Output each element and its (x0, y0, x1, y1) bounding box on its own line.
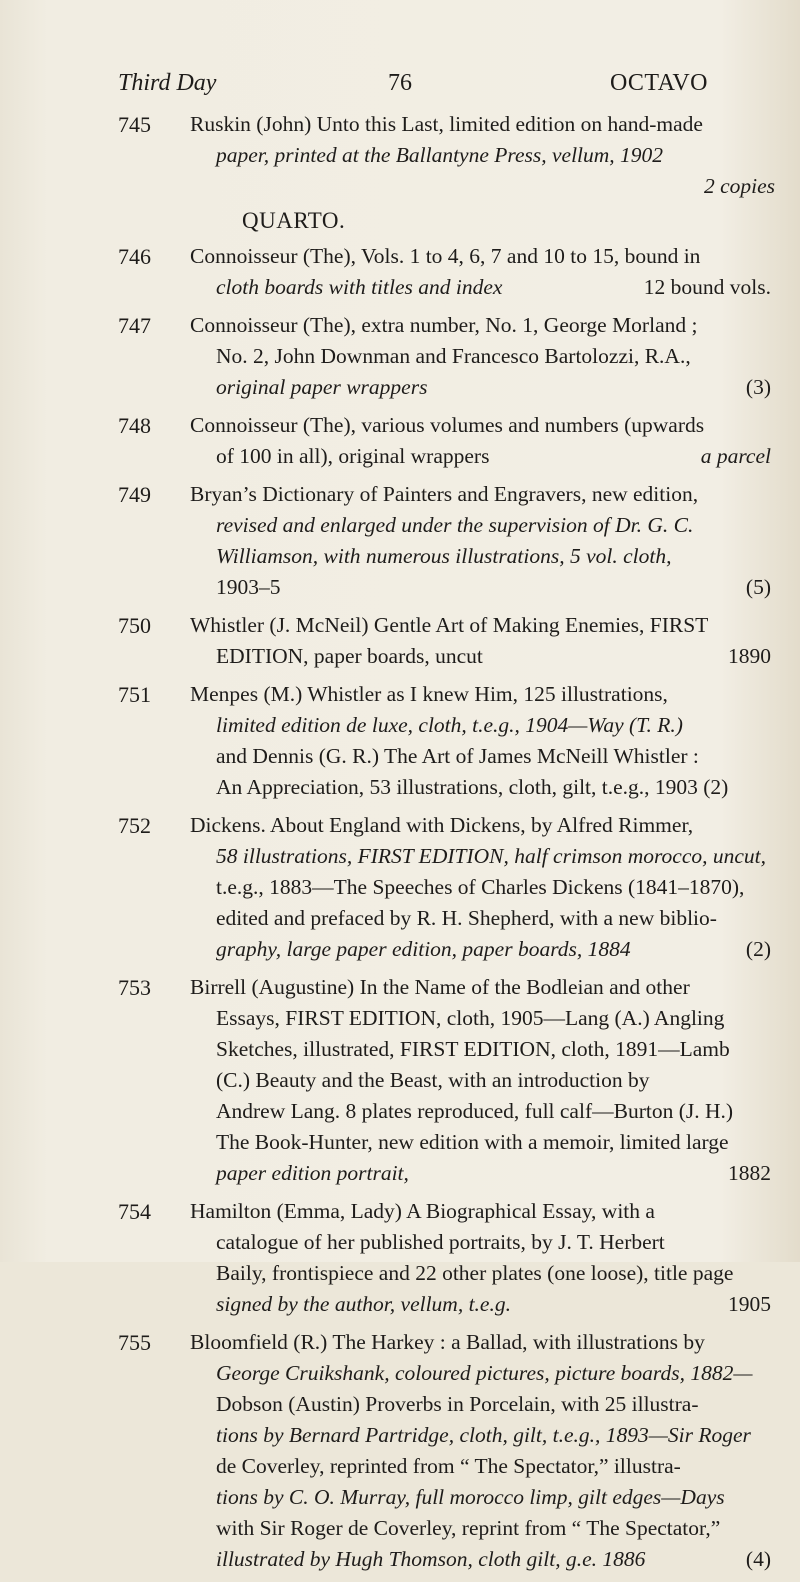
lot-line: Williamson, with numerous illustrations, 5 vol. cloth, (216, 544, 672, 568)
lot-quantity: a parcel (700, 444, 771, 468)
lot-entry (0, 109, 800, 202)
lot-description (190, 679, 775, 803)
lot-number: 745 (118, 112, 151, 137)
lot-list (0, 109, 800, 1582)
lot-line: and Dennis (G. R.) The Art of James McNeill Whistler : (216, 744, 699, 768)
lot-line: Sketches, illustrated, FIRST EDITION, cloth, 1891—Lamb (216, 1037, 730, 1061)
lot-line: tions by Bernard Partridge, cloth, gilt, t.e.g., 1893—Sir Roger (216, 1423, 751, 1447)
lot-line: Hamilton (Emma, Lady) A Biographical Essay, with a (190, 1199, 655, 1223)
lot-line: (C.) Beauty and the Beast, with an introduction by (216, 1068, 650, 1092)
lot-year: 1890 (728, 644, 771, 668)
lot-number: 747 (118, 313, 151, 338)
lot-line: Birrell (Augustine) In the Name of the Bodleian and other (190, 975, 690, 999)
lot-number: 754 (118, 1199, 151, 1224)
lot-line: edited and prefaced by R. H. Shepherd, with a new biblio- (216, 906, 717, 930)
lot-line: Ruskin (John) Unto this Last, limited edition on hand-made (190, 112, 703, 136)
lot-number: 749 (118, 482, 151, 507)
lot-line: The Book-Hunter, new edition with a memoir, limited large (216, 1130, 729, 1154)
lot-line: Connoisseur (The), various volumes and numbers (upwards (190, 413, 705, 437)
lot-description (190, 479, 775, 603)
lot-entry (0, 1327, 800, 1575)
lot-number: 751 (118, 682, 151, 707)
lot-line: Bloomfield (R.) The Harkey : a Ballad, with illustrations by (190, 1330, 705, 1354)
lot-line: Dobson (Austin) Proverbs in Porcelain, with 25 illustra- (216, 1392, 699, 1416)
lot-quantity: 12 bound vols. (643, 275, 771, 299)
lot-entry (0, 479, 800, 603)
lot-number: 753 (118, 975, 151, 1000)
lot-quantity: (3) (745, 375, 771, 399)
lot-line: Essays, FIRST EDITION, cloth, 1905—Lang (A.) Angling (216, 1006, 725, 1030)
lot-entry (0, 679, 800, 803)
lot-number: 752 (118, 813, 151, 838)
lot-line: graphy, large paper edition, paper boards, 1884 (216, 937, 631, 961)
lot-line: Whistler (J. McNeil) Gentle Art of Making Enemies, FIRST (190, 613, 709, 637)
lot-line: 1903–5 (216, 575, 281, 599)
lot-description (190, 109, 775, 202)
lot-line: paper, printed at the Ballantyne Press, vellum, 1902 (216, 143, 664, 167)
lot-description (190, 610, 775, 672)
lot-line: An Appreciation, 53 illustrations, cloth, gilt, t.e.g., 1903 (2) (216, 775, 729, 799)
lot-description (190, 241, 775, 303)
lot-line: No. 2, John Downman and Francesco Bartolozzi, R.A., (216, 344, 691, 368)
lot-description (190, 310, 775, 403)
lot-entry (0, 972, 800, 1189)
lot-line: Andrew Lang. 8 plates reproduced, full calf—Burton (J. H.) (216, 1099, 734, 1123)
lot-line: George Cruikshank, coloured pictures, picture boards, 1882— (216, 1361, 753, 1385)
lot-description (190, 972, 775, 1189)
lot-entry (0, 610, 800, 672)
lot-number: 755 (118, 1330, 151, 1355)
lot-entry (0, 1196, 800, 1320)
lot-line: EDITION, paper boards, uncut (216, 644, 483, 668)
page-header (0, 70, 800, 104)
lot-line: 58 illustrations, FIRST EDITION, half crimson morocco, uncut, (216, 844, 767, 868)
lot-line: signed by the author, vellum, t.e.g. (216, 1292, 511, 1316)
lot-description (190, 1196, 775, 1320)
lot-line: revised and enlarged under the supervision of Dr. G. C. (216, 513, 694, 537)
lot-line: Bryan’s Dictionary of Painters and Engravers, new edition, (190, 482, 699, 506)
lot-entry (0, 410, 800, 472)
lot-year: 1905 (728, 1292, 771, 1316)
lot-number: 750 (118, 613, 151, 638)
lot-entry (0, 810, 800, 965)
lot-line: Baily, frontispiece and 22 other plates (one loose), title page (216, 1261, 734, 1285)
section-heading: QUARTO. (242, 208, 346, 233)
lot-line: cloth boards with titles and index (216, 275, 503, 299)
lot-entry (0, 310, 800, 403)
lot-quantity: (4) (745, 1547, 771, 1571)
lot-quantity: (2) (745, 937, 771, 961)
lot-line: Connoisseur (The), Vols. 1 to 4, 6, 7 and 10 to 15, bound in (190, 244, 701, 268)
lot-description (190, 810, 775, 965)
lot-number: 746 (118, 244, 151, 269)
lot-line: Connoisseur (The), extra number, No. 1, George Morland ; (190, 313, 698, 337)
lot-description (190, 410, 775, 472)
lot-quantity: (5) (745, 575, 771, 599)
lot-line: of 100 in all), original wrappers (216, 444, 490, 468)
header-format: OCTAVO (610, 70, 708, 96)
lot-line: paper edition portrait, (216, 1161, 409, 1185)
lot-line: illustrated by Hugh Thomson, cloth gilt, g.e. 1886 (216, 1547, 646, 1571)
lot-line: de Coverley, reprinted from “ The Spectator,” illustra- (216, 1454, 681, 1478)
lot-year: 1882 (728, 1161, 771, 1185)
header-day: Third Day (118, 70, 217, 96)
lot-line: tions by C. O. Murray, full morocco limp, gilt edges—Days (216, 1485, 725, 1509)
lot-line: Dickens. About England with Dickens, by Alfred Rimmer, (190, 813, 694, 837)
page-number: 76 (388, 70, 412, 96)
lot-line: catalogue of her published portraits, by J. T. Herbert (216, 1230, 665, 1254)
lot-quantity: 2 copies (703, 174, 775, 198)
lot-line: limited edition de luxe, cloth, t.e.g., 1904—Way (T. R.) (216, 713, 683, 737)
lot-number: 748 (118, 413, 151, 438)
lot-line: original paper wrappers (216, 375, 428, 399)
lot-description (190, 1327, 775, 1575)
lot-line: Menpes (M.) Whistler as I knew Him, 125 illustrations, (190, 682, 668, 706)
lot-entry (0, 241, 800, 303)
lot-line: with Sir Roger de Coverley, reprint from “ The Spectator,” (216, 1516, 721, 1540)
lot-line: t.e.g., 1883—The Speeches of Charles Dickens (1841–1870), (216, 875, 745, 899)
